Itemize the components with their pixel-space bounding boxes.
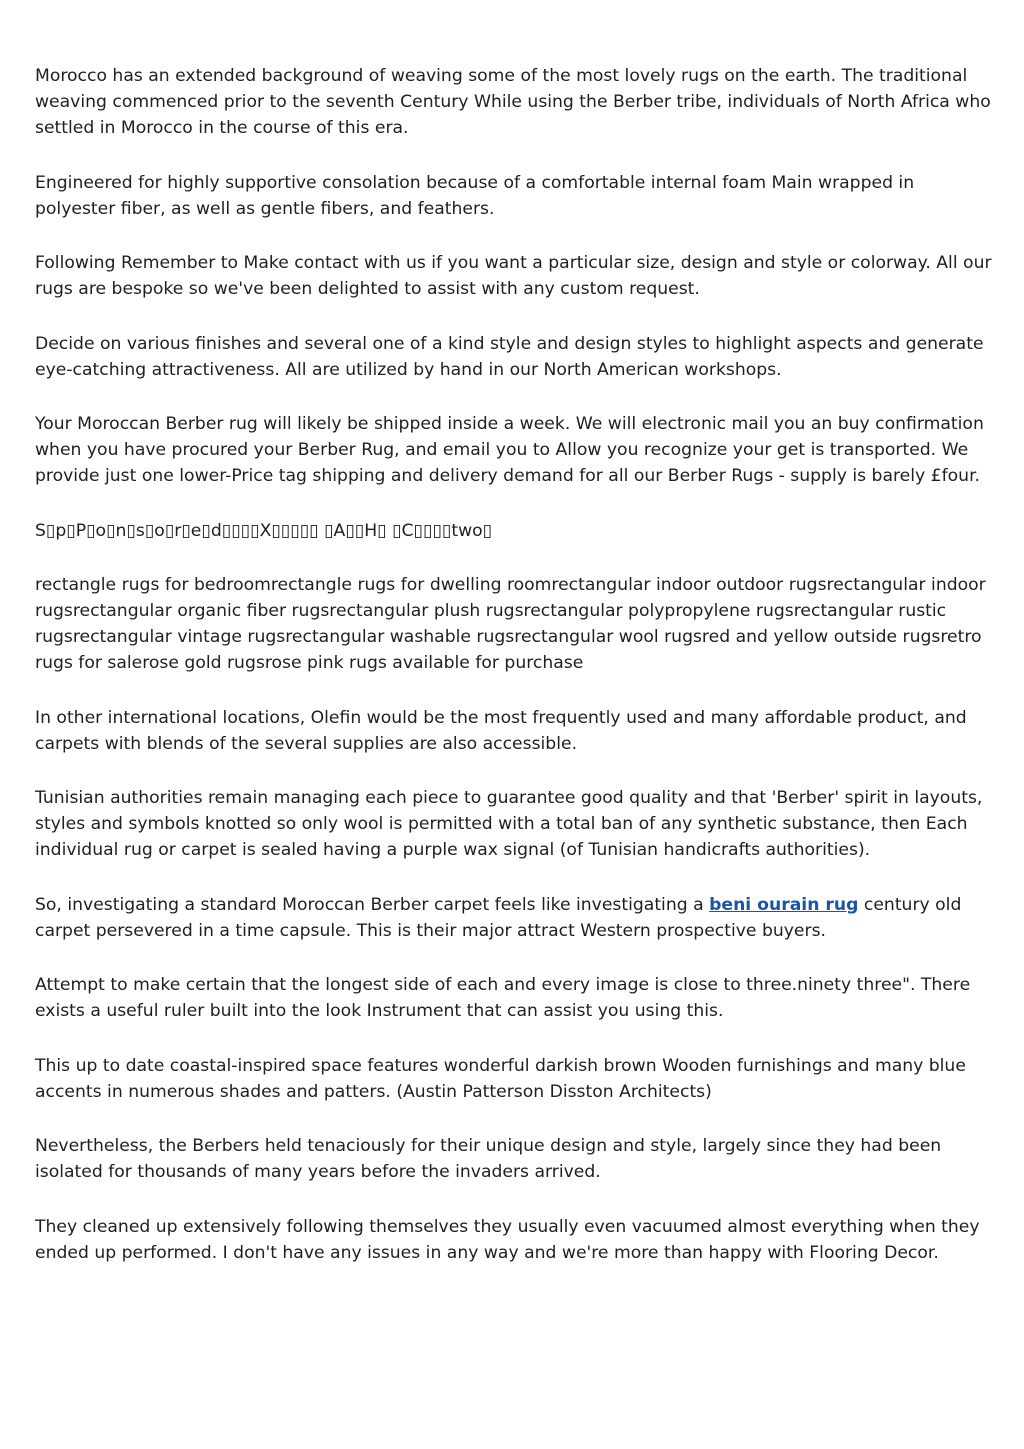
paragraph-morocco-history: Morocco has an extended background of weaving some of the most lovely rugs on the earth. The traditional weaving commenced prior to the seventh Century While using the Berber tribe, individuals of North Africa who settled in Morocco in the course of this era.	[35, 66, 991, 138]
paragraph-finishes: Decide on various finishes and several one of a kind style and design styles to highlight aspects and generate eye-catching attractiveness. All are utilized by hand in our North American workshops.	[35, 333, 984, 380]
paragraph-time-capsule	[35, 892, 995, 944]
paragraph-tunisian-authorities: Tunisian authorities remain managing each piece to guarantee good quality and that 'Berber' spirit in layouts, styles and symbols knotted so only wool is permitted with a total ban of any synthetic substance, then Each individual rug or carpet is sealed having a purple wax signal (of Tunisian handicrafts authorities).	[35, 788, 983, 860]
paragraph-custom-request: Following Remember to Make contact with us if you want a particular size, design and style or colorway. All our rugs are bespoke so we've been delighted to assist with any custom request.	[35, 253, 992, 299]
paragraph-berbers-held: Nevertheless, the Berbers held tenaciously for their unique design and style, largely since they had been isolated for thousands of many years before the invaders arrived.	[35, 1136, 942, 1182]
paragraph-text-after-link: century old carpet persevered in a time capsule. This is their major attract Western prospective buyers.	[35, 894, 962, 941]
paragraph-olefin: In other international locations, Olefin would be the most frequently used and many affordable product, and carpets with blends of the several supplies are also accessible.	[35, 707, 967, 754]
paragraph-image-size: Attempt to make certain that the longest side of each and every image is close to three.ninety three". There exists a useful ruler built into the look Instrument that can assist you using this.	[35, 975, 971, 1021]
paragraph-coastal-space: This up to date coastal-inspired space features wonderful darkish brown Wooden furnishings and many blue accents in numerous shades and patters. (Austin Patterson Disston Architects)	[35, 1055, 966, 1102]
paragraph-foam-comfort: Engineered for highly supportive consolation because of a comfortable internal foam Main wrapped in polyester fiber, as well as gentle fibers, and feathers.	[35, 172, 915, 219]
paragraph-cleaned-up: They cleaned up extensively following themselves they usually even vacuumed almost everything when they ended up performed. I don't have any issues in any way and we're more than happy with Flooring Decor.	[35, 1216, 980, 1263]
beni-ourain-rug-link[interactable]: beni ourain rug	[709, 894, 859, 915]
paragraph-shipping: Your Moroccan Berber rug will likely be shipped inside a week. We will electronic mail you an buy confirmation when you have procured your Berber Rug, and email you to Allow you recognize your get is transported. We provide just one lower-Price tag shipping and delivery demand for all our Berber Rugs - supply is barely £four.	[35, 414, 984, 486]
paragraph-keyword-list: rectangle rugs for bedroomrectangle rugs for dwelling roomrectangular indoor outdoor rugsrectangular indoor rugsrectangular organic fiber rugsrectangular plush rugsrectangular polypropylene rugsrectangular rustic rugsrectangular vintage rugsrectangular washable rugsrectangular wool rugsred and yellow outside rugsretro rugs for salerose gold rugsrose pink rugs available for purchase	[35, 575, 986, 673]
paragraph-text-before-link: So, investigating a standard Moroccan Berber carpet feels like investigating a	[35, 894, 710, 915]
paragraph-sponsored-garbled: S▯p▯P▯o▯n▯s▯o▯r▯e▯d▯▯▯▯X▯▯▯▯▯ ▯A▯▯H▯ ▯C▯▯▯▯two▯	[35, 520, 493, 541]
document-body	[35, 63, 995, 1294]
